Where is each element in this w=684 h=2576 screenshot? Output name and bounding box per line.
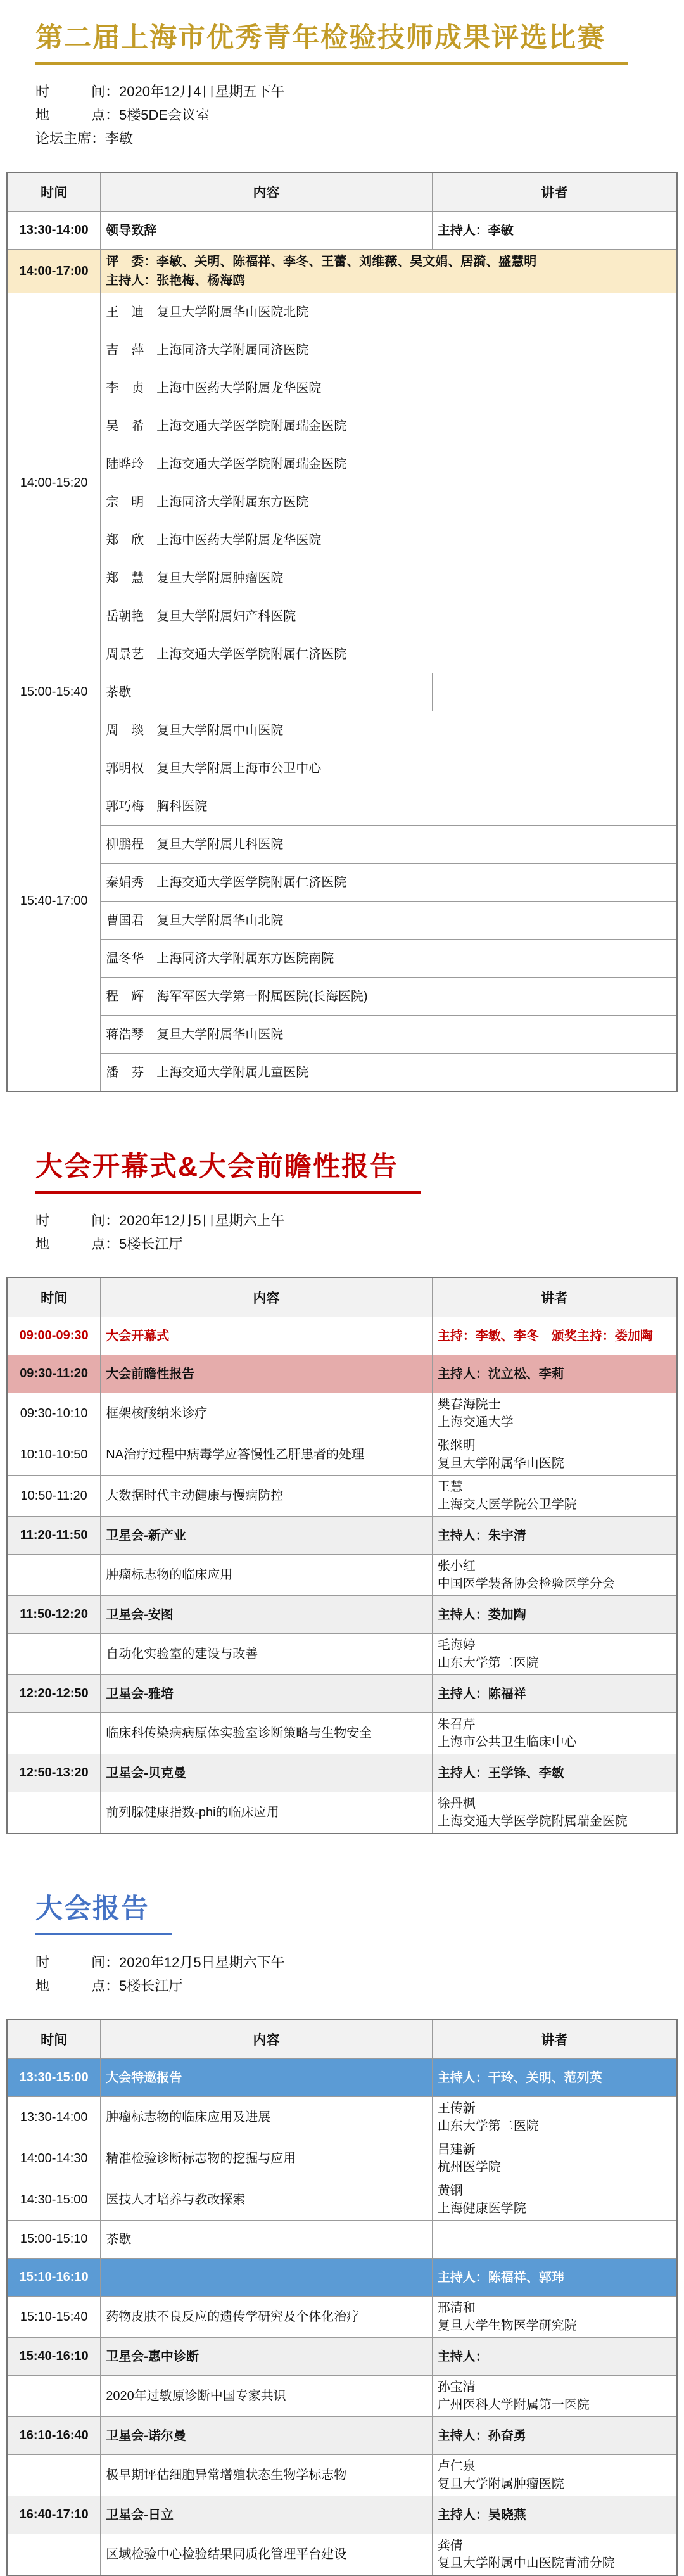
section-title-wrap <box>35 22 659 65</box>
section-title: 大会报告 <box>35 1892 172 1935</box>
time-cell: 13:30-14:00 <box>7 2097 101 2138</box>
cell-line: 蒋浩琴 复旦大学附属华山医院 <box>106 1027 284 1042</box>
header-row <box>7 172 677 212</box>
time-cell: 15:40-16:10 <box>7 2338 101 2376</box>
entry-cell <box>101 635 677 673</box>
schedule-row <box>7 1016 677 1054</box>
cell-line: 毛海婷 <box>437 1638 476 1652</box>
section-meta <box>35 1209 684 1256</box>
cell-line: 主持人：张艳梅、杨海鸥 <box>106 274 246 288</box>
cell-line: 吉 萍 上海同济大学附属同济医院 <box>106 343 309 357</box>
schedule-row <box>7 749 677 787</box>
schedule-row <box>7 445 677 483</box>
time-cell: 16:10-16:40 <box>7 2417 101 2455</box>
speaker-cell <box>432 1317 677 1355</box>
meta-place: 地 点：5楼长江厅 <box>35 1235 183 1252</box>
speaker-cell <box>432 2417 677 2455</box>
column-header-0: 时间 <box>7 172 101 212</box>
content-cell <box>101 1434 432 1476</box>
cell-line: 精准检验诊断标志物的挖掘与应用 <box>106 2152 296 2166</box>
cell-line: 大数据时代主动健康与慢病防控 <box>106 1489 284 1503</box>
time-cell: 09:30-11:20 <box>7 1355 101 1393</box>
schedule-row <box>7 1675 677 1713</box>
cell-line: 朱召芹 <box>437 1718 476 1731</box>
time-cell: 09:30-10:10 <box>7 1393 101 1434</box>
schedule-row <box>7 2221 677 2259</box>
schedule-row <box>7 635 677 673</box>
cell-line: 茶歇 <box>106 685 132 699</box>
cell-line: 肿瘤标志物的临床应用及进展 <box>106 2110 271 2125</box>
entry-cell <box>101 597 677 635</box>
cell-line: 极早期评估细胞异常增殖状态生物学标志物 <box>106 2468 347 2483</box>
speaker-cell <box>432 1434 677 1476</box>
schedule-row <box>7 1754 677 1792</box>
section-meta <box>35 1951 684 1998</box>
entry-cell <box>101 826 677 864</box>
meta-place: 地 点：5楼长江厅 <box>35 1977 183 1994</box>
cell-line: 程 辉 海军军医大学第一附属医院(长海医院) <box>106 989 368 1004</box>
time-cell: 15:40-17:00 <box>7 711 101 1092</box>
schedule-row <box>7 521 677 559</box>
cell-line: 卫星会-安图 <box>106 1607 174 1622</box>
content-cell <box>101 2534 432 2576</box>
column-header-2: 讲者 <box>432 172 677 212</box>
schedule-row <box>7 1634 677 1675</box>
schedule-row <box>7 2534 677 2576</box>
cell-line: 前列腺健康指数-phi的临床应用 <box>106 1806 279 1820</box>
cell-line: 中国医学装备协会检验医学分会 <box>437 1577 615 1591</box>
cell-line: 杭州医学院 <box>437 2160 501 2175</box>
cell-line: 复旦大学生物医学研究院 <box>437 2319 577 2333</box>
cell-line: 郭明权 复旦大学附属上海市公卫中心 <box>106 761 322 775</box>
schedule-table-contest <box>6 172 678 1092</box>
content-cell <box>101 1476 432 1517</box>
speaker-cell <box>432 1713 677 1754</box>
entry-cell <box>101 407 677 445</box>
cell-line: 徐丹枫 <box>437 1797 476 1811</box>
cell-line: 卫星会-新产业 <box>106 1528 186 1543</box>
content-cell <box>101 1555 432 1596</box>
schedule-row <box>7 2097 677 2138</box>
schedule-row <box>7 1355 677 1393</box>
schedule-row <box>7 2059 677 2097</box>
schedule-table-reports <box>6 2019 678 2576</box>
cell-line: 卫星会-雅培 <box>106 1687 174 1701</box>
speaker-cell <box>432 1517 677 1555</box>
cell-line: 主持人： <box>437 2349 488 2364</box>
content-cell <box>101 2221 432 2259</box>
time-cell <box>7 1555 101 1596</box>
cell-line: 主持人：沈立松、李莉 <box>437 1367 564 1381</box>
content-cell <box>101 2179 432 2221</box>
time-cell: 11:50-12:20 <box>7 1596 101 1634</box>
schedule-row <box>7 2297 677 2338</box>
cell-line: 自动化实验室的建设与改善 <box>106 1647 258 1661</box>
time-cell: 12:50-13:20 <box>7 1754 101 1792</box>
speaker-cell <box>432 2179 677 2221</box>
cell-line: 陆晔玲 上海交通大学医学院附属瑞金医院 <box>106 457 347 471</box>
cell-line: 王 迪 复旦大学附属华山医院北院 <box>106 305 309 319</box>
schedule-row <box>7 1054 677 1092</box>
speaker-cell <box>432 2059 677 2097</box>
schedule-row <box>7 2259 677 2297</box>
section-title: 第二届上海市优秀青年检验技师成果评选比赛 <box>35 22 628 65</box>
time-cell <box>7 2534 101 2576</box>
column-header-1: 内容 <box>101 2020 432 2059</box>
cell-line: 卫星会-贝克曼 <box>106 1766 186 1780</box>
speaker-cell <box>432 1476 677 1517</box>
content-cell <box>101 2455 432 2496</box>
cell-line: 大会前瞻性报告 <box>106 1367 195 1381</box>
header-row <box>7 1278 677 1317</box>
time-cell <box>7 2376 101 2417</box>
cell-line: 龚倩 <box>437 2539 463 2553</box>
schedule-row <box>7 711 677 749</box>
content-cell <box>101 2376 432 2417</box>
schedule-row <box>7 2179 677 2221</box>
cell-line: 广州医科大学附属第一医院 <box>437 2398 590 2413</box>
cell-line: 黄钢 <box>437 2184 463 2198</box>
cell-line: 郭巧梅 胸科医院 <box>106 799 208 813</box>
entry-cell <box>101 902 677 940</box>
speaker-cell <box>432 1792 677 1834</box>
cell-line: 王传新 <box>437 2101 476 2116</box>
column-header-1: 内容 <box>101 1278 432 1317</box>
cell-line: 主持：李敏、李冬 颁奖主持：娄加陶 <box>437 1329 653 1343</box>
speaker-cell <box>432 1555 677 1596</box>
entry-cell <box>101 331 677 369</box>
column-header-0: 时间 <box>7 2020 101 2059</box>
content-cell <box>101 1596 432 1634</box>
meta-place: 地 点：5楼5DE会议室 <box>35 106 210 123</box>
cell-line: 郑 慧 复旦大学附属肿瘤医院 <box>106 571 284 585</box>
schedule-row <box>7 902 677 940</box>
content-cell <box>101 2259 432 2297</box>
cell-line: 主持人：娄加陶 <box>437 1607 526 1622</box>
time-cell: 15:10-15:40 <box>7 2297 101 2338</box>
schedule-table-opening <box>6 1277 678 1835</box>
cell-line: 秦娟秀 上海交通大学医学院附属仁济医院 <box>106 875 347 889</box>
schedule-row <box>7 940 677 978</box>
entry-cell <box>101 369 677 407</box>
schedule-row <box>7 1792 677 1834</box>
speaker-cell <box>432 2097 677 2138</box>
time-cell <box>7 1792 101 1834</box>
content-cell <box>101 2496 432 2534</box>
speaker-cell <box>432 2455 677 2496</box>
schedule-row <box>7 293 677 331</box>
section-contest <box>0 22 684 1092</box>
cell-line: 卫星会-诺尔曼 <box>106 2428 186 2443</box>
cell-line: 上海交通大学 <box>437 1415 514 1429</box>
entry-cell <box>101 940 677 978</box>
schedule-row <box>7 673 677 711</box>
entry-cell <box>101 293 677 331</box>
cell-line: 大会特邀报告 <box>106 2070 182 2085</box>
cell-line: 樊春海院士 <box>437 1398 501 1412</box>
schedule-row <box>7 1596 677 1634</box>
cell-line: 潘 芬 上海交通大学附属儿童医院 <box>106 1065 309 1080</box>
content-cell <box>101 1393 432 1434</box>
schedule-row <box>7 407 677 445</box>
speaker-cell <box>432 212 677 250</box>
entry-cell <box>101 250 677 293</box>
cell-line: 岳朝艳 复旦大学附属妇产科医院 <box>106 609 296 623</box>
speaker-cell <box>432 2138 677 2179</box>
content-cell <box>101 673 432 711</box>
cell-line: 柳鹏程 复旦大学附属儿科医院 <box>106 837 284 851</box>
content-cell <box>101 2097 432 2138</box>
cell-line: 框架核酸纳米诊疗 <box>106 1406 208 1420</box>
speaker-cell <box>432 2297 677 2338</box>
entry-cell <box>101 1054 677 1092</box>
content-cell <box>101 2417 432 2455</box>
cell-line: 大会开幕式 <box>106 1329 170 1343</box>
schedule-row <box>7 597 677 635</box>
speaker-cell <box>432 1675 677 1713</box>
cell-line: 卢仁泉 <box>437 2459 476 2474</box>
schedule-row <box>7 2455 677 2496</box>
cell-line: 孙宝清 <box>437 2380 476 2395</box>
cell-line: 复旦大学附属肿瘤医院 <box>437 2477 564 2492</box>
schedule-row <box>7 369 677 407</box>
cell-line: 王慧 <box>437 1480 463 1494</box>
content-cell <box>101 1517 432 1555</box>
entry-cell <box>101 521 677 559</box>
time-cell: 14:00-17:00 <box>7 250 101 293</box>
entry-cell <box>101 711 677 749</box>
schedule-row <box>7 2376 677 2417</box>
schedule-row <box>7 2138 677 2179</box>
cell-line: 主持人：李敏 <box>437 223 514 238</box>
content-cell <box>101 2059 432 2097</box>
section-reports <box>0 1892 684 2576</box>
time-cell <box>7 1634 101 1675</box>
cell-line: 张小红 <box>437 1559 476 1573</box>
time-cell: 15:10-16:10 <box>7 2259 101 2297</box>
speaker-cell <box>432 2376 677 2417</box>
cell-line: 主持人：吴晓燕 <box>437 2508 526 2522</box>
entry-cell <box>101 749 677 787</box>
cell-line: 肿瘤标志物的临床应用 <box>106 1568 233 1582</box>
cell-line: NA治疗过程中病毒学应答慢性乙肝患者的处理 <box>106 1448 365 1462</box>
content-cell <box>101 2138 432 2179</box>
schedule-row <box>7 212 677 250</box>
content-cell <box>101 1675 432 1713</box>
entry-cell <box>101 483 677 521</box>
speaker-cell <box>432 673 677 711</box>
content-cell <box>101 1713 432 1754</box>
schedule-row <box>7 2496 677 2534</box>
column-header-1: 内容 <box>101 172 432 212</box>
cell-line: 领导致辞 <box>106 223 157 238</box>
cell-line: 临床科传染病病原体实验室诊断策略与生物安全 <box>106 1726 372 1740</box>
entry-cell <box>101 1016 677 1054</box>
time-cell <box>7 2455 101 2496</box>
cell-line: 曹国君 复旦大学附属华山北院 <box>106 913 284 928</box>
time-cell: 14:30-15:00 <box>7 2179 101 2221</box>
cell-line: 复旦大学附属华山医院 <box>437 1457 564 1470</box>
cell-line: 2020年过敏原诊断中国专家共识 <box>106 2389 286 2404</box>
cell-line: 宗 明 上海同济大学附属东方医院 <box>106 495 309 509</box>
entry-cell <box>101 445 677 483</box>
column-header-0: 时间 <box>7 1278 101 1317</box>
time-cell: 13:30-15:00 <box>7 2059 101 2097</box>
speaker-cell <box>432 1393 677 1434</box>
column-header-2: 讲者 <box>432 2020 677 2059</box>
content-cell <box>101 2297 432 2338</box>
schedule-row <box>7 1476 677 1517</box>
schedule-row <box>7 1434 677 1476</box>
content-cell <box>101 1634 432 1675</box>
content-cell <box>101 1355 432 1393</box>
schedule-row <box>7 978 677 1016</box>
cell-line: 山东大学第二医院 <box>437 2119 539 2134</box>
cell-line: 主持人：孙奋勇 <box>437 2428 526 2443</box>
time-cell: 10:10-10:50 <box>7 1434 101 1476</box>
section-meta <box>35 80 684 150</box>
cell-line: 主持人：陈福祥 <box>437 1687 526 1701</box>
schedule-row <box>7 250 677 293</box>
schedule-row <box>7 1517 677 1555</box>
schedule-row <box>7 2417 677 2455</box>
entry-cell <box>101 559 677 597</box>
speaker-cell <box>432 2496 677 2534</box>
section-opening <box>0 1151 684 1834</box>
schedule-row <box>7 331 677 369</box>
cell-line: 茶歇 <box>106 2232 132 2247</box>
schedule-row <box>7 483 677 521</box>
cell-line: 郑 欣 上海中医药大学附属龙华医院 <box>106 533 322 547</box>
cell-line: 主持人：干玲、关明、范列英 <box>437 2070 602 2085</box>
column-header-2: 讲者 <box>432 1278 677 1317</box>
cell-line: 医技人才培养与教改探索 <box>106 2193 246 2207</box>
section-title-wrap <box>35 1892 659 1935</box>
schedule-row <box>7 787 677 826</box>
cell-line: 评 委：李敏、关明、陈福祥、李冬、王蕾、刘维薇、吴文娟、居漪、盛慧明 <box>106 255 537 269</box>
cell-line: 药物皮肤不良反应的遗传学研究及个体化治疗 <box>106 2310 360 2324</box>
cell-line: 主持人：朱宇清 <box>437 1528 526 1543</box>
entry-cell <box>101 864 677 902</box>
cell-line: 上海交大医学院公卫学院 <box>437 1498 577 1512</box>
content-cell <box>101 1754 432 1792</box>
speaker-cell <box>432 1596 677 1634</box>
meta-chair: 论坛主席：李敏 <box>35 130 134 146</box>
cell-line: 周 琰 复旦大学附属中山医院 <box>106 723 284 737</box>
cell-line: 吴 希 上海交通大学医学院附属瑞金医院 <box>106 419 347 433</box>
section-title: 大会开幕式&大会前瞻性报告 <box>35 1151 421 1194</box>
schedule-row <box>7 1555 677 1596</box>
cell-line: 复旦大学附属中山医院青浦分院 <box>437 2556 615 2571</box>
schedule-row <box>7 559 677 597</box>
cell-line: 区域检验中心检验结果同质化管理平台建设 <box>106 2547 347 2562</box>
cell-line: 李 贞 上海中医药大学附属龙华医院 <box>106 381 322 395</box>
time-cell: 15:00-15:10 <box>7 2221 101 2259</box>
schedule-row <box>7 1713 677 1754</box>
cell-line: 张继明 <box>437 1439 476 1453</box>
time-cell: 14:00-14:30 <box>7 2138 101 2179</box>
speaker-cell <box>432 1634 677 1675</box>
cell-line: 主持人：陈福祥、郭玮 <box>437 2270 564 2285</box>
entry-cell <box>101 787 677 826</box>
speaker-cell <box>432 2221 677 2259</box>
schedule-row <box>7 864 677 902</box>
cell-line: 周景艺 上海交通大学医学院附属仁济医院 <box>106 647 347 661</box>
schedule-row <box>7 1317 677 1355</box>
meta-time: 时 间：2020年12月4日星期五下午 <box>35 83 285 99</box>
cell-line: 邢清和 <box>437 2301 476 2316</box>
speaker-cell <box>432 2259 677 2297</box>
content-cell <box>101 1317 432 1355</box>
cell-line: 主持人：王学锋、李敏 <box>437 1766 564 1780</box>
cell-line: 上海交通大学医学院附属瑞金医院 <box>437 1814 628 1828</box>
content-cell <box>101 2338 432 2376</box>
speaker-cell <box>432 1754 677 1792</box>
schedule-row <box>7 826 677 864</box>
schedule-row <box>7 1393 677 1434</box>
entry-cell <box>101 978 677 1016</box>
time-cell: 10:50-11:20 <box>7 1476 101 1517</box>
time-cell: 16:40-17:10 <box>7 2496 101 2534</box>
meta-time: 时 间：2020年12月5日星期六下午 <box>35 1954 285 1970</box>
content-cell <box>101 1792 432 1834</box>
cell-line: 卫星会-日立 <box>106 2508 174 2522</box>
time-cell: 12:20-12:50 <box>7 1675 101 1713</box>
time-cell: 11:20-11:50 <box>7 1517 101 1555</box>
time-cell: 13:30-14:00 <box>7 212 101 250</box>
content-cell <box>101 212 432 250</box>
time-cell: 15:00-15:40 <box>7 673 101 711</box>
time-cell: 14:00-15:20 <box>7 293 101 673</box>
schedule-row <box>7 2338 677 2376</box>
time-cell: 09:00-09:30 <box>7 1317 101 1355</box>
cell-line: 卫星会-惠中诊断 <box>106 2349 199 2364</box>
time-cell <box>7 1713 101 1754</box>
header-row <box>7 2020 677 2059</box>
cell-line: 上海健康医学院 <box>437 2202 526 2216</box>
speaker-cell <box>432 2534 677 2576</box>
cell-line: 上海市公共卫生临床中心 <box>437 1735 577 1749</box>
cell-line: 山东大学第二医院 <box>437 1656 539 1670</box>
speaker-cell <box>432 1355 677 1393</box>
cell-line: 吕建新 <box>437 2143 476 2157</box>
meta-time: 时 间：2020年12月5日星期六上午 <box>35 1212 285 1228</box>
speaker-cell <box>432 2338 677 2376</box>
cell-line: 温冬华 上海同济大学附属东方医院南院 <box>106 951 334 966</box>
section-title-wrap <box>35 1151 659 1194</box>
